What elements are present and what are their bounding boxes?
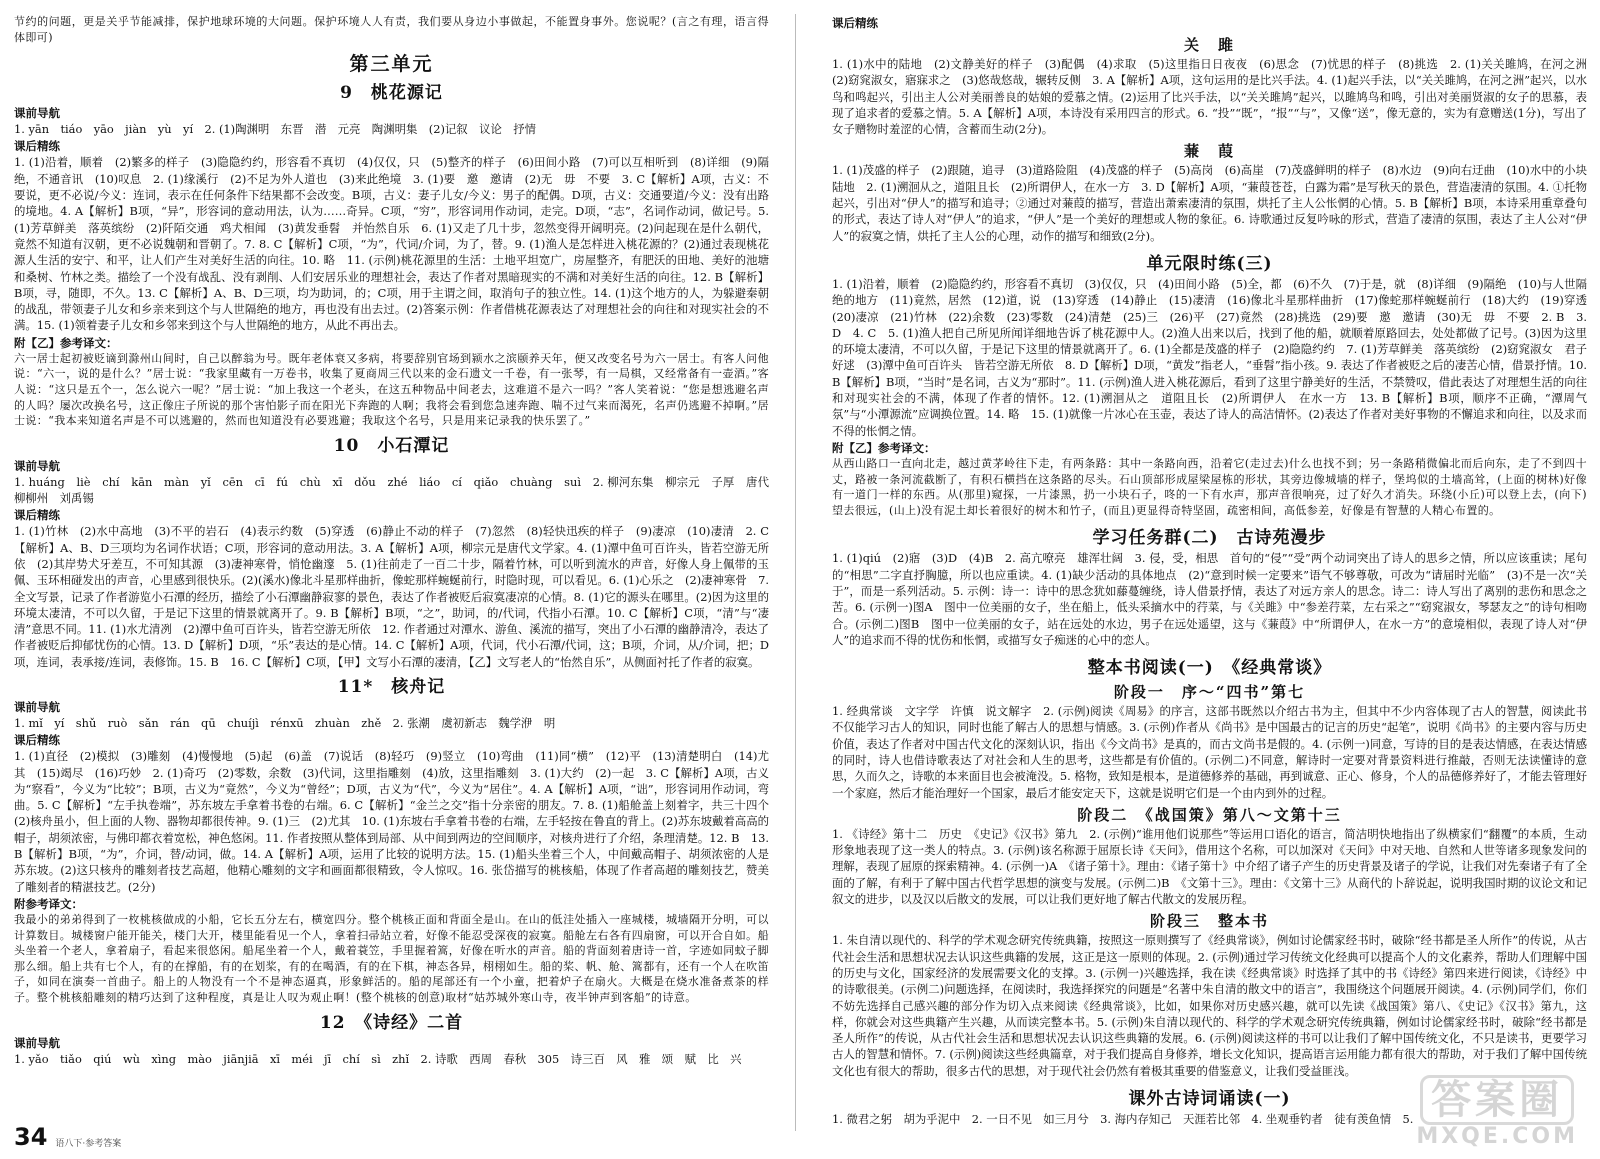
lesson-11-pre-label: 课前导航 [14, 699, 60, 714]
lesson-11-pre: 1. mǐ yí shǔ ruò sǎn rán qū chuíjì rénxū zhuàn zhě 2. 张潮 虞初新志 魏学洢 明 [14, 715, 556, 730]
unit-test-body: 1. (1)沿着，顺着 (2)隐隐约约，形容看不真切 (3)仅仅，只 (4)田间小路 (5)全，都 (6)不久 (7)于是，就 (8)详细 (9)隔绝 (10)与人世隔绝的地方 (11)竟然，居然 (12)道，说 (13)穿透 (14)静止 (15)凄清 (16)像北斗星那样曲折 (17)像蛇那样蜿蜒前行 (18)大约 (19)穿透 (20)凄凉 (21)竹林 (22)余数 (23)零数 (24)清楚 (25)三 (26)平 (27)竟然 (28)挑选 (29)要 邀 邀请 (30)无 毋 不要 2. B 3. D 4. C 5. (1)渔人把自己所见所闻详细地告诉了桃花源中人。(2)渔人出来以后，找到了他的船，就顺着原路回去，处处都做了记号。(3)因为这里的环境太凄清，不可以久留，于是记下这里的情景就离开了。6. (1)全都是茂盛的样子 (2)隐隐约约 7. (1)芳草鲜美 落英缤纷 (2)窈窕淑女 君子好逑 (3)潭中鱼可百许头 皆若空游无所依 8. D【解析】D项，“黄发”指老人，“垂髫”指小孩。9. 表达了作者被贬之后的凄苦心情，借景抒情。10. B【解析】B项，“当时”是名词，古义为“那时”。11. (示例)渔人进入桃花源后，看到了这里宁静美好的生活，不禁赞叹，借此表达了对理想生活的向往和对现实社会的不满，体现了作者的情怀。12. (1)溯洄从之 道阻且长 (2)所谓伊人 在水一方 13. B【解析】B项，顺序不正确，“潭周气氛”与“小潭源流”应调换位置。14. 略 15. (1)就像一片冰心在玉壶，表达了诗人的高洁情怀。(2)表达了作者对美好事物的不懈追求和向往，以及求而不得的怅惘之情。 [832, 276, 1599, 438]
lesson-9-post: 1. (1)沿着，顺着 (2)繁多的样子 (3)隐隐约约，形容看不真切 (4)仅仅，只 (5)整齐的样子 (6)田间小路 (7)可以互相听到 (8)详细 (9)隔绝，不通音讯 (10)叹息 2. (1)缘溪行 (2)不足为外人道也 (3)来此绝境 3. (1)要 邀 邀请 (2)无 毋 不要 3. C【解析】A项，古义：不要说，更不必说/今义：连词，表示在任何条件下结果都不会改变。B项，古义：妻子儿女/今义：男子的配偶。D项，古义：交通要道/今义：没有出路的境地。4. A【解析】B项，“异”，形容词的意动用法，认为……奇异。C项，“穷”，形容词用作动词，走完。D项，“志”，名词作动词，做记号。5. (1)芳草鲜美 落英缤纷 (2)阡陌交通 鸡犬相闻 (3)黄发垂髫 并怡然自乐 6. (1)又走了几十步，忽然变得开阔明亮。(2)问起现在是什么朝代，竟然不知道有汉朝，更不必说魏朝和晋朝了。7. 8. C【解析】C项，“为”，代词/介词，为了，替。9. (1)渔人是怎样进入桃花源的？(2)通过表现桃花源人生活的安宁、和平，让人们产生对美好生活的向往。10. 略 11. (示例)桃花源里的生活：土地平坦宽广，房屋整齐，有肥沃的田地、美好的池塘和桑树、竹林之类。描绘了一个没有战乱、没有剥削、人们安居乐业的理想社会，表达了作者对黑暗现实的不满和对美好生活的向往。12. B【解析】B项，寻，随即，不久。13. C【解析】A、B、D三项，均为助词，的；C项，用于主谓之间，取消句子的独立性。14. (1)这个地方的人，为躲避秦朝的战乱，带领妻子儿女和乡亲来到这个与人世隔绝的地方，再也没有出去过。(2)答案示例：作者借桃花源表达了对理想社会的向往和对现实社会的不满。15. (1)领着妻子儿女和乡邻来到这个与人世隔绝的地方，从此不再出去。 [14, 155, 769, 333]
unit-test-3 [832, 249, 1599, 518]
watermark-logo-text: 答案圈 [1420, 1075, 1574, 1125]
lesson-12-title: 12 《诗经》二首 [319, 1012, 464, 1033]
lesson-10-post-label: 课后精练 [14, 508, 60, 523]
lesson-11-title: 11* 核舟记 [337, 676, 446, 697]
lesson-9-pre-label: 课前导航 [14, 106, 60, 121]
lesson-9-note: 六一居士起初被贬谪到滁州山间时，自己以醉翁为号。既年老体衰又多病，将要辞别官场到颍水之滨颐养天年，便又改变名号为六一居士。有客人问他说：“六一，说的是什么？”居士说：“我家里藏有一万卷书，收集了夏商周三代以来的金石遗文一千卷，有一张琴，有一局棋，又经常备有一壶酒。”客人说：“这只是五个一，怎么说六一呢？”居士说：“加上我这一个老头，在这五种物品中间老去，这难道不是六一吗？”客人笑着说：“您是想逃避名声的人吗？屡次改换名号，这正像庄子所说的那个害怕影子而在阳光下奔跑的人啊；我将会看到您急速奔跑、喘不过气来而渴死，名声仍逃避不掉啊。”居士说：“我本来知道名声是不可以逃避的，然而也知道没有必要逃避；我取这个名号，只是用来记录我的快乐罢了。” [14, 351, 770, 428]
watermark-logo [1416, 1075, 1578, 1149]
jianjia-body: 1. (1)茂盛的样子 (2)跟随，追寻 (3)道路险阻 (4)茂盛的样子 (5)高岗 (6)高崖 (7)茂盛鲜明的样子 (8)水边 (9)向右迂曲 (10)水中的小块陆地 2. (1)溯洄从之，道阻且长 (2)所谓伊人，在水一方 3. D【解析】A项，“蒹葭苍苍，白露为霜”是写秋天的景色，营造凄清的氛围。4. ①托物起兴，引出对“伊人”的描写和追寻；②通过对蒹葭的描写，营造出萧索凄清的氛围，烘托了主人公怅惘的心情。5. B【解析】B项，本诗采用重章叠句的形式，表达了诗人对“伊人”的追求，“伊人”是一个美好的理想或人物的象征。6. 诗歌通过反复吟咏的形式，营造了凄清的氛围，表达了主人公对“伊人”的寂寞之情，烘托了主人公的心理，动作的描写和细致(2分)。 [832, 163, 1587, 243]
watermark-site-text: MXQE.COM [1416, 1124, 1578, 1149]
unit-title: 第三单元 [349, 53, 434, 76]
lesson-9-title: 9 桃花源记 [340, 83, 443, 104]
unit-test-note: 从西山路口一直向北走，越过黄茅岭往下走，有两条路：其中一条路向西，沿着它(走过去)什么也找不到；另一条路稍微偏北而后向东，走了不到四十丈，路被一条河流截断了，有积石横挡在这条路的尽头。石山顶部形成屋梁屋栋的形状，其旁边像城墙的样子，堡坞似的土墙高耸，(上面的树林)好像有一道门一样的东西。从(那里)窥探，一片漆黑，扔一小块石子，咚的一下有水声，那声音很响亮，过了好久才消失。环绕(小丘)可以登上去，(向下)望去很远，(山上)没有泥土却长着很好的树木和竹子，(而且)更显得奇特坚固，疏密相间，高低参差，好像是有智慧的人精心布置的。 [832, 456, 1587, 517]
lesson-10-post: 1. (1)竹林 (2)水中高地 (3)不平的岩石 (4)表示约数 (5)穿透 (6)静止不动的样子 (7)忽然 (8)轻快迅疾的样子 (9)凄凉 (10)凄清 2. C【解析】A、B、D三项均为名词作状语；C项，形容词的意动用法。3. A【解析】A项，柳宗元是唐代文学家。4. (1)潭中鱼可百许头，皆若空游无所依 (2)其岸势犬牙差互，不可知其源 (3)凄神寒骨，悄怆幽邃 5. (1)往前走了一百二十步，隔着竹林，可以听到流水的声音，好像人身上佩带的玉佩、玉环相碰发出的声音，心里感到很快乐。(2)(溪水)像北斗星那样曲折，像蛇那样蜿蜒前行，时隐时现，可以看见。6. (1)心乐之 (2)凄神寒骨 7. 全文写景，记录了作者游览小石潭的经历，描绘了小石潭幽静寂寥的景色，表达了作者被贬后寂寞凄凉的心情。8. (1)它的源头在哪里。(2)因为这里的环境太凄清，不可以久留，于是记下这里的情景就离开了。9. B【解析】B项，“之”，助词，的/代词，代指小石潭。10. C【解析】C项，“清”与“凄清”意思不同。11. (1)水尤清冽 (2)潭中鱼可百许头，皆若空游无所依 12. 作者通过对潭水、游鱼、溪流的描写，突出了小石潭的幽静清冷，表达了作者被贬后抑郁忧伤的心情。13. D【解析】D项，“乐”表达的是心情。14. C【解析】A项，代词，代小石潭/代词，这；B项，介词，从/介词，把；D项，连词，表承接/连词，表修饰。15. B 16. C【解析】C项，【甲】文写小石潭的凄清，【乙】文写老人的“怡然自乐”，从侧面衬托了作者的寂寞。 [14, 524, 769, 669]
stage-3-body: 1. 朱自清以现代的、科学的学术观念研究传统典籍，按照这一原则撰写了《经典常谈》，例如讨论儒家经书时，破除“经书都是圣人所作”的传说，从古代社会生活和思想状况去认识这些典籍的发展，这正是这一原则的体现。2. (示例)通过学习传统文化经典可以提高个人的文化素养，帮助人们理解中国的历史与文化，国家经济的发展需要文化的支撑。3. (示例一)兴趣选择，我在读《经典常谈》时选择了其中的书《诗经》第四来进行阅读，《诗经》中的诗歌很美。(示例二)问题选择，在阅读时，我选择探究的问题是“名著中朱自清的散文中的语言”，我围绕这个问题展开阅读。4. (示例)同学们，你们不妨先选择自己感兴趣的部分作为切入点来阅读《经典常谈》，比如，如果你对历史感兴趣，就可以先读《战国策》第八、《史记》《汉书》第九，这样，你就会对这些典籍产生兴趣，从而读完整本书。5. (示例)朱自清以现代的、科学的学术观念研究传统典籍，例如讨论儒家经书时，破除“经书都是圣人所作”的传说，从古代社会生活和思想状况去认识这些典籍的发展。6. (示例)阅读这样的书可以让我们了解中国传统文化，不只是读书，更要学习古人的智慧和情怀。7. (示例)阅读这些经典篇章，对于我们提高自身修养，增长文化知识，提高语言运用能力都有很大的帮助，对于我们了解中国传统文化也有很大的帮助，很多古代的思想，对于现代社会仍然有着极其重要的借鉴意义，让我们受益匪浅。 [832, 933, 1587, 1078]
lesson-10 [14, 431, 781, 670]
lesson-12-pre: 1. yǎo tiǎo qiú wù xìng mào jiānjiā xī méi jī chí sì zhǐ 2. 诗歌 西周 春秋 305 诗三百 风 雅 颂 赋 比 兴 [14, 1051, 742, 1066]
right-column [832, 14, 1599, 1131]
whole-book-title: 整本书阅读(一) 《经典常谈》 [1087, 658, 1332, 679]
extra-poems-body: 1. 微君之躬 胡为乎泥中 2. 一日不见 如三月兮 3. 海内存知己 天涯若比邻 4. 坐观垂钓者 徒有羡鱼情 5. [832, 1112, 1414, 1127]
lesson-11-post-label: 课后精练 [14, 733, 60, 748]
lesson-11-note: 我最小的弟弟得到了一枚桃核做成的小船，它长五分左右，横宽四分。整个桃核正面和背面全是山。在山的低洼处插入一座城楼，城墙隔开分明，可以计算数目。城楼窗户能开能关，楼门大开，楼里能看见一个人，拿着扫帚站立着，好像不能忍受深夜的寂寞。船舱左右各有四扇窗，可以开合自如。船头坐着一个老人，拿着扇子，看起来很悠闲。船尾坐着一个人，戴着蓑笠，手里握着篙，好像在听水的声音。船的背面刻着唐诗一首，字迹如同蚊子脚那么细。船上共有七个人，有的在撑船，有的在划桨，有的在喝酒，有的在下棋，神态各异，栩栩如生。船的桨、帆、舱、篙都有，还有一个人在吹笛子，如同在演奏一首曲子。船上的人物没有一个不是神态逼真，形象鲜活的。船的尾部还有一个小童，把着炉子在扇火。大概是在烧水准备煮茶的样子。整个桃核船雕刻的精巧达到了这种程度，真是让人叹为观止啊！(整个桃核的创意)取材“姑苏城外寒山寺，夜半钟声到客船”的诗意。 [14, 912, 769, 1004]
stage-3-title: 阶段三 整本书 [1149, 912, 1269, 931]
poem-guanju [832, 34, 1599, 137]
lesson-12-pre-label: 课前导航 [14, 1035, 60, 1050]
column-divider [795, 14, 796, 1131]
extra-poems-title: 课外古诗词诵读(一) [1128, 1089, 1291, 1110]
left-column [14, 14, 781, 1131]
poem-jianjia [832, 140, 1587, 243]
lesson-10-title: 10 小石潭记 [333, 435, 450, 456]
stage-2-body: 1. 《诗经》第十二 历史 《史记》《汉书》第九 2. (示例)“谁用他们说那些”等运用口语化的语言，简洁明快地指出了纵横家们“翻覆”的本质，生动形象地表现了这一类人的特点。3. (示例)该名称源于屈原长诗《天问》，借用这个名称，可以加深对《天问》中对天地、自然和人世等诸多现象发问的理解，表现了屈原的探索精神。4. (示例一)A 《诸子第十》。理由：《诸子第十》中介绍了诸子产生的历史背景及诸子的学说，让我们对先秦诸子有了全面的了解，有利于了解中国古代哲学思想的演变与发展。(示例二)B 《文第十三》。理由：《文第十三》从商代的卜辞说起，说明我国时期的议论文和记叙文的进步，以及汉以后散文的发展，可以让我们更好地了解古代散文的发展历程。 [832, 826, 1587, 907]
unit-test-note-label: 附【乙】参考译文： [832, 440, 936, 455]
stage-1-body: 1. 经典常谈 文字学 许慎 说文解字 2. (示例)阅读《周易》的序言，这部书既然以介绍古书为主，但其中不少内容体现了古人的智慧，阅读此书不仅能学习古人的知识，同时也能了解古人的思想与情感。3. (示例)作者从《尚书》是中国最古的记言的历史“起笔”，说明《尚书》的主要内容与历史价值，表达了作者对中国古代文化的深刻认识，指出《今文尚书》是真的，而古文尚书是假的。4. (示例一)同意，写诗的目的是表达情感，在表达情感的同时，诗人也借诗歌表达了对社会和人生的思考，这些都是有价值的。(示例二)不同意，解诗时一定要对背景资料进行推敲，否则无法读懂诗的意思，久而久之，诗歌的本来面目也会被淹没。5. 格物，致知是根本，是道德修养的基础，再到诚意、正心、修身，个人的品德修养好了，才能去管理好一个家庭，然后才能治理好一个国家，最后才能安定天下，这就是说明它们是一个由内到外的过程。 [832, 704, 1587, 800]
right-top-label: 课后精练 [832, 16, 878, 30]
lesson-11 [14, 672, 781, 1006]
task-group-body: 1. (1)qiú (2)寤 (3)D (4)B 2. 高亢嘹亮 雄浑壮阔 3. 侵，受，相思 首句的“侵”“受”两个动词突出了诗人的思乡之情，所以应该重读；尾句的“相思”二字直抒胸臆，所以也应重读。4. (1)缺少活动的具体地点 (2)“意到时候一定要来”语气不够尊敬，可改为“请届时光临” (3)不是一次“关于”，而是一系列活动。5. 示例：诗一：诗中的思念犹如藤蔓缠绕，诗人借景抒情，表达了对远方亲人的思念。诗二：诗人写出了离别的悲伤和思念之苦。6. (示例一)图A 图中一位美丽的女子，坐在船上，低头采摘水中的荇菜，与《关雎》中“参差荇菜，左右采之”“窈窕淑女，琴瑟友之”的诗句相吻合。(示例二)图B 图中一位美丽的女子，站在远处的水边，男子在远处遥望，这与《蒹葭》中“所谓伊人，在水一方”的意境相似，表现了诗人对“伊人”的追求而不得的忧伤和怅惘，或描写女子痴迷的心中的恋人。 [832, 551, 1587, 647]
page-footer [14, 1125, 121, 1149]
task-group-2 [832, 523, 1587, 648]
guanju-body: 1. (1)水中的陆地 (2)文静美好的样子 (3)配偶 (4)求取 (5)这里指日日夜夜 (6)思念 (7)忧思的样子 (8)挑选 2. (1)关关雎鸠，在河之洲 (2)窈窕淑女，寤寐求之 (3)悠哉悠哉，辗转反侧 3. A【解析】A项，这句运用的是比兴手法。4. (1)起兴手法，以“关关雎鸠，在河之洲”起兴，以水鸟和鸣起兴，引出主人公对美丽善良的姑娘的爱慕之情。(2)运用了比兴手法，以“关关雎鸠”起兴，以雎鸠鸟和鸣，引出对美丽贤淑的女子的思慕，表现了追求者的爱慕之情。5. A【解析】A项，本诗没有采用四言的形式。6. “投”“既”，“报”“与”，又像“送”，像无意的，实为有意赠送(1分)，写出了女子赠物时羞涩的心情，含蓄而生动(2分)。 [832, 57, 1599, 137]
whole-book-reading-1 [832, 653, 1587, 1079]
lesson-12 [14, 1008, 769, 1067]
intro-text: 节约的问题，更是关乎节能减排，保护地球环境的大问题。保护环境人人有责，我们要从身边小事做起，不能置身事外。您说呢？(言之有理，语言得体即可) [14, 15, 769, 44]
page-number: 34 [14, 1123, 48, 1151]
stage-1-title: 阶段一 序～“四书”第七 [1113, 683, 1306, 702]
unit-test-title: 单元限时练(三) [1146, 253, 1273, 274]
lesson-11-post: 1. (1)直径 (2)模拟 (3)雕刻 (4)慢慢地 (5)起 (6)盖 (7)说话 (8)轻巧 (9)竖立 (10)弯曲 (11)同“横” (12)平 (13)清楚明白 (14)尤其 (15)竭尽 (16)巧妙 2. (1)奇巧 (2)零数，余数 (3)代词，这里指雕刻 (4)放，这里指雕刻 3. (1)大约 (2)一起 3. C【解析】A项，古义为“察看”，今义为“比较”；B项，古义为“竟然”，今义为“曾经”；D项，古义为“代”，今义为“居住”。4. A【解析】A项，“诎”，形容词用作动词，弯曲。5. C【解析】“左手执卷端”，苏东坡左手拿着书卷的右端。6. C【解析】“金兰之交”指十分亲密的朋友。7. 8. (1)船舱盖上刻着字，共三十四个 (2)核舟虽小，但上面的人物、器物却都很传神。9. (1)三 (2)尤其 10. (1)东坡右手拿着书卷的右端，左手轻按在鲁直的背上。(2)苏东坡戴着高高的帽子，胡须浓密，与佛印都衣着宽松，神色悠闲。11. 作者按照从整体到局部、从中间到两边的空间顺序，对核舟进行了介绍，条理清楚。12. B 13. B【解析】B项，“为”，介词，替/动词，做。14. A【解析】A项，运用了比较的说明方法。15. (1)船头坐着三个人，中间戴高帽子、胡须浓密的人是苏东坡。(2)这只核舟的雕刻者技艺高超，他精心雕刻的文字和画面都很精致，令人惊叹。16. 张岱描写的桃核船，体现了作者高超的雕刻技艺，赞美了雕刻者的精湛技艺。(2分) [14, 749, 781, 894]
stage-2-title: 阶段二 《战国策》第八～文第十三 [1077, 805, 1342, 824]
lesson-9 [14, 78, 769, 429]
guanju-title: 关 雎 [1183, 36, 1235, 54]
lesson-10-pre: 1. huáng liè chí kān màn yǐ cēn cī fú chù xī dǒu zhé liáo cí qiǎo chuàng suì 2. 柳河东集 柳宗元 子厚 唐代 柳柳州 刘禹锡 [14, 474, 781, 506]
jianjia-title: 蒹 葭 [1183, 142, 1235, 161]
lesson-9-pre: 1. yān tiáo yāo jiàn yù yí 2. (1)陶渊明 东晋 潜 元亮 陶渊明集 (2)记叙 议论 抒情 [14, 122, 537, 137]
task-group-title: 学习任务群(二) 古诗苑漫步 [1092, 528, 1327, 549]
footer-caption: 语八下·参考答案 [55, 1139, 122, 1149]
lesson-9-note-label: 附【乙】参考译文： [14, 335, 118, 350]
lesson-10-pre-label: 课前导航 [14, 458, 60, 473]
lesson-11-note-label: 附参考译文： [14, 896, 83, 911]
lesson-9-post-label: 课后精练 [14, 139, 60, 154]
